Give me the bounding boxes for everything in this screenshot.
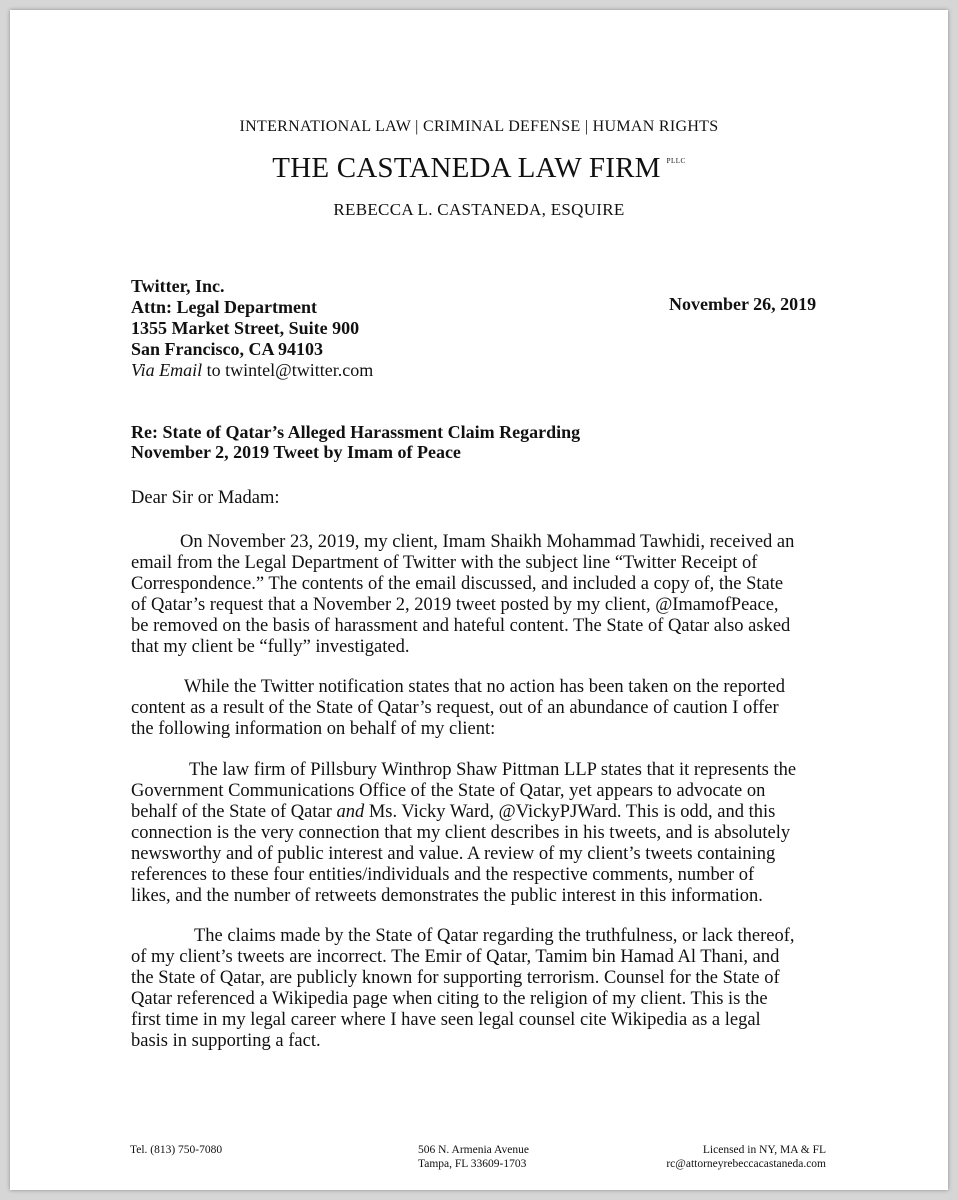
recipient-line: San Francisco, CA 94103	[131, 339, 324, 359]
via-email-label: Via Email	[131, 360, 203, 380]
subject-line	[131, 422, 580, 462]
salutation: Dear Sir or Madam:	[131, 488, 280, 508]
recipient-line: Twitter, Inc.	[131, 276, 225, 296]
paragraph-line	[131, 532, 837, 553]
paragraph-line	[131, 760, 837, 781]
recipient-email: twintel@twitter.com	[225, 360, 374, 380]
paragraph-line: references to these four entities/individuals and the respective comments, number of	[131, 865, 755, 885]
footer-street: 506 N. Armenia Avenue	[418, 1144, 529, 1156]
paragraph-line-text: Ms. Vicky Ward, @VickyPJWard. This is odd, and this	[364, 802, 776, 822]
paragraph-line: be removed on the basis of harassment and hateful content. The State of Qatar also asked	[131, 616, 791, 636]
firm-name-text: THE CASTANEDA LAW FIRM	[272, 152, 661, 184]
via-email-connector: to	[202, 360, 226, 380]
paragraph-line-text: While the Twitter notification states that no action has been taken on the reported	[184, 677, 785, 697]
paragraph-line: basis in supporting a fact.	[131, 1031, 321, 1051]
footer-phone-text: Tel. (813) 750-7080	[130, 1144, 223, 1156]
paragraph-1	[131, 532, 837, 658]
subject-line-2: November 2, 2019 Tweet by Imam of Peace	[131, 442, 461, 462]
paragraph-line: the State of Qatar, are publicly known for supporting terrorism. Counsel for the State of	[131, 968, 780, 988]
paragraph-line: that my client be “fully” investigated.	[131, 637, 410, 657]
attorney-name: REBECCA L. CASTANEDA, ESQUIRE	[333, 200, 625, 219]
paragraph-3	[131, 760, 837, 907]
firm-name	[10, 152, 948, 185]
paragraph-line-text: behalf of the State of Qatar	[131, 802, 337, 822]
recipient-address	[131, 276, 373, 381]
paragraph-line	[131, 802, 837, 823]
paragraph-line	[131, 677, 837, 698]
paragraph-line-text: On November 23, 2019, my client, Imam Shaikh Mohammad Tawhidi, received an	[180, 532, 795, 552]
paragraph-line: Correspondence.” The contents of the email discussed, and included a copy of, the State	[131, 574, 784, 594]
via-email-line	[131, 360, 373, 381]
paragraph-line-text: The law firm of Pillsbury Winthrop Shaw Pittman LLP states that it represents the	[189, 760, 797, 780]
footer-phone	[130, 1143, 222, 1157]
footer-address	[418, 1143, 529, 1171]
paragraph-line: connection is the very connection that my client describes in his tweets, and is absolutely	[131, 823, 791, 843]
subject-line-1: Re: State of Qatar’s Alleged Harassment Claim Regarding	[131, 422, 581, 442]
paragraph-line: of my client’s tweets are incorrect. The Emir of Qatar, Tamim bin Hamad Al Thani, and	[131, 947, 780, 967]
paragraph-line: email from the Legal Department of Twitter with the subject line “Twitter Receipt of	[131, 553, 758, 573]
emphasis-text: and	[336, 802, 365, 822]
paragraph-4	[131, 926, 837, 1052]
paragraph-line: content as a result of the State of Qatar’s request, out of an abundance of caution I offer	[131, 698, 779, 718]
recipient-line: 1355 Market Street, Suite 900	[131, 318, 360, 338]
footer-license	[610, 1143, 826, 1171]
letter-page	[10, 10, 948, 1190]
letter-date: November 26, 2019	[669, 294, 817, 314]
footer-email: rc@attorneyrebeccacastaneda.com	[666, 1158, 826, 1170]
paragraph-line: first time in my legal career where I have seen legal counsel cite Wikipedia as a legal	[131, 1010, 761, 1030]
paragraph-line: newsworthy and of public interest and value. A review of my client’s tweets containing	[131, 844, 776, 864]
paragraph-2	[131, 677, 837, 740]
paragraph-line	[131, 926, 837, 947]
paragraph-line-text: The claims made by the State of Qatar regarding the truthfulness, or lack thereof,	[194, 926, 795, 946]
footer-license-text: Licensed in NY, MA & FL	[702, 1144, 826, 1156]
firm-suffix: PLLC	[666, 157, 686, 165]
paragraph-line: of Qatar’s request that a November 2, 2019 tweet posted by my client, @ImamofPeace,	[131, 595, 779, 615]
paragraph-line: Government Communications Office of the State of Qatar, yet appears to advocate on	[131, 781, 766, 801]
recipient-line: Attn: Legal Department	[131, 297, 317, 317]
letterhead-tagline: INTERNATIONAL LAW | CRIMINAL DEFENSE | HUMAN RIGHTS	[239, 118, 719, 135]
paragraph-line: likes, and the number of retweets demonstrates the public interest in this information.	[131, 886, 763, 906]
paragraph-line: Qatar referenced a Wikipedia page when citing to the religion of my client. This is the	[131, 989, 768, 1009]
footer-city: Tampa, FL 33609-1703	[418, 1158, 527, 1170]
paragraph-line: the following information on behalf of my client:	[131, 719, 496, 739]
